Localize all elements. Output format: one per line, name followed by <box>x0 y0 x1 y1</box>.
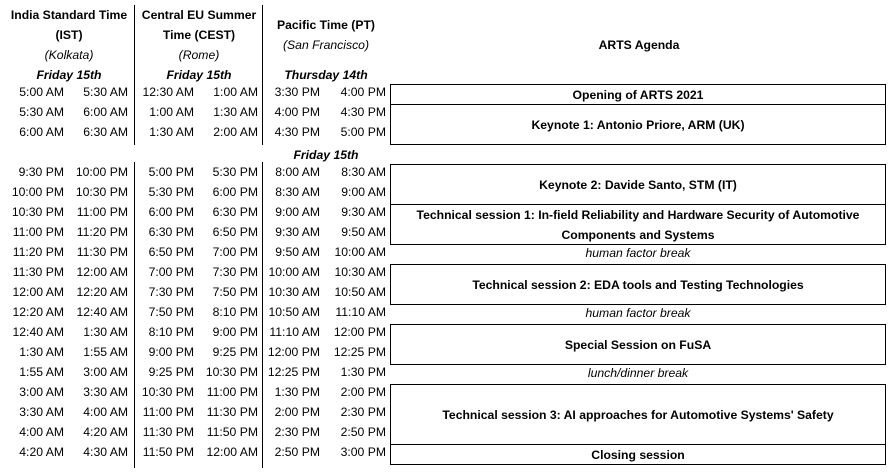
start-time: 9:30 PM <box>18 165 64 179</box>
end-time: 11:50 PM <box>206 425 258 439</box>
end-time: 2:50 PM <box>340 425 386 439</box>
agenda-session: Keynote 1: Antonio Priore, ARM (UK) <box>390 104 886 145</box>
start-time: 7:00 PM <box>148 265 194 279</box>
end-time: 1:30 AM <box>83 325 128 339</box>
start-time: 5:30 PM <box>148 185 194 199</box>
start-time: 4:20 AM <box>19 445 64 459</box>
start-time: 5:30 AM <box>19 105 64 119</box>
start-time: 10:30 PM <box>141 385 194 399</box>
end-time: 5:00 PM <box>340 125 386 139</box>
start-time: 8:00 AM <box>275 165 320 179</box>
start-time: 10:00 PM <box>11 185 64 199</box>
end-time: 10:30 PM <box>205 365 258 379</box>
end-time: 2:30 PM <box>340 405 386 419</box>
ist-city: (Kolkata) <box>44 48 94 62</box>
start-time: 6:30 PM <box>148 225 194 239</box>
start-time: 9:00 PM <box>148 345 194 359</box>
start-time: 5:00 PM <box>148 165 194 179</box>
end-time: 12:20 AM <box>76 285 128 299</box>
start-time: 9:00 AM <box>275 205 320 219</box>
start-time: 1:30 PM <box>274 385 320 399</box>
end-time: 4:20 AM <box>83 425 128 439</box>
start-time: 7:50 PM <box>148 305 194 319</box>
start-time: 1:30 AM <box>149 125 194 139</box>
start-time: 1:55 AM <box>19 365 64 379</box>
agenda-title: ARTS Agenda <box>598 38 680 52</box>
end-time: 11:10 AM <box>335 305 386 319</box>
start-time: 12:00 AM <box>12 285 64 299</box>
end-time: 3:30 AM <box>83 385 128 399</box>
agenda-session: Technical session 3: AI approaches for Automotive Systems' Safety <box>390 384 886 445</box>
end-time: 4:00 PM <box>340 85 386 99</box>
pt-day-2: Friday 15th <box>293 148 359 162</box>
start-time: 1:30 AM <box>19 345 64 359</box>
start-time: 11:30 PM <box>142 425 194 439</box>
cest-header-line2: Time (CEST) <box>162 28 236 42</box>
end-time: 6:00 PM <box>212 185 258 199</box>
end-time: 2:00 PM <box>340 385 386 399</box>
end-time: 12:25 PM <box>333 345 386 359</box>
end-time: 10:50 AM <box>334 285 386 299</box>
end-time: 1:30 AM <box>213 105 258 119</box>
pt-city: (San Francisco) <box>282 38 369 52</box>
end-time: 9:50 AM <box>341 225 386 239</box>
agenda-session: Special Session on FuSA <box>390 324 886 365</box>
end-time: 10:30 AM <box>334 265 386 279</box>
end-time: 11:20 PM <box>76 225 128 239</box>
end-time: 6:00 AM <box>83 105 128 119</box>
start-time: 10:30 AM <box>268 285 320 299</box>
separator-cest-pt-top <box>262 5 263 145</box>
start-time: 5:00 AM <box>19 85 64 99</box>
start-time: 12:20 AM <box>12 305 64 319</box>
end-time: 10:00 AM <box>334 245 386 259</box>
start-time: 9:30 AM <box>275 225 320 239</box>
start-time: 10:00 AM <box>268 265 320 279</box>
end-time: 7:00 PM <box>212 245 258 259</box>
start-time: 12:00 PM <box>267 345 320 359</box>
start-time: 4:00 PM <box>274 105 320 119</box>
agenda-session: Technical session 2: EDA tools and Testing Technologies <box>390 264 886 305</box>
end-time: 4:00 AM <box>83 405 128 419</box>
end-time: 4:30 AM <box>83 445 128 459</box>
start-time: 2:30 PM <box>274 425 320 439</box>
start-time: 7:30 PM <box>148 285 194 299</box>
start-time: 6:00 PM <box>148 205 194 219</box>
end-time: 11:00 PM <box>206 385 258 399</box>
ist-header-line2: (IST) <box>55 28 83 42</box>
end-time: 9:00 AM <box>341 185 386 199</box>
start-time: 12:25 PM <box>267 365 320 379</box>
end-time: 9:25 PM <box>212 345 258 359</box>
end-time: 4:30 PM <box>340 105 386 119</box>
agenda-session: Closing session <box>390 444 886 465</box>
end-time: 6:30 AM <box>83 125 128 139</box>
end-time: 8:30 AM <box>341 165 386 179</box>
end-time: 5:30 PM <box>212 165 258 179</box>
cest-header-line1: Central EU Summer <box>141 8 257 22</box>
end-time: 9:30 AM <box>341 205 386 219</box>
end-time: 10:00 PM <box>75 165 128 179</box>
end-time: 8:10 PM <box>212 305 258 319</box>
start-time: 10:30 PM <box>11 205 64 219</box>
end-time: 1:30 PM <box>340 365 386 379</box>
end-time: 11:30 PM <box>76 245 128 259</box>
end-time: 12:00 AM <box>76 265 128 279</box>
end-time: 11:00 PM <box>76 205 128 219</box>
ist-day: Friday 15th <box>36 68 102 82</box>
start-time: 2:00 PM <box>274 405 320 419</box>
start-time: 12:30 AM <box>142 85 194 99</box>
end-time: 6:30 PM <box>212 205 258 219</box>
start-time: 12:40 AM <box>12 325 64 339</box>
agenda-break: human factor break <box>585 246 691 260</box>
start-time: 11:00 PM <box>142 405 194 419</box>
start-time: 11:10 AM <box>269 325 320 339</box>
separator-cest-pt-bottom <box>262 162 263 468</box>
start-time: 4:00 AM <box>19 425 64 439</box>
start-time: 3:30 PM <box>274 85 320 99</box>
start-time: 6:00 AM <box>19 125 64 139</box>
end-time: 2:00 AM <box>213 125 258 139</box>
start-time: 6:50 PM <box>148 245 194 259</box>
end-time: 12:40 AM <box>76 305 128 319</box>
start-time: 4:30 PM <box>274 125 320 139</box>
end-time: 3:00 AM <box>83 365 128 379</box>
start-time: 8:30 AM <box>275 185 320 199</box>
start-time: 8:10 PM <box>148 325 194 339</box>
end-time: 6:50 PM <box>212 225 258 239</box>
agenda-session: Technical session 1: In-field Reliability and Hardware Security of Automotive Components and Systems <box>390 204 886 245</box>
pt-day: Thursday 14th <box>284 68 368 82</box>
end-time: 11:30 PM <box>206 405 258 419</box>
start-time: 2:50 PM <box>274 445 320 459</box>
start-time: 1:00 AM <box>149 105 194 119</box>
end-time: 5:30 AM <box>83 85 128 99</box>
start-time: 3:00 AM <box>19 385 64 399</box>
end-time: 12:00 AM <box>206 445 258 459</box>
agenda-break: lunch/dinner break <box>587 366 689 380</box>
separator-ist-cest-top <box>134 5 135 145</box>
agenda-session: Opening of ARTS 2021 <box>390 84 886 105</box>
end-time: 7:50 PM <box>212 285 258 299</box>
cest-city: (Rome) <box>178 48 220 62</box>
pt-header: Pacific Time (PT) <box>277 18 375 32</box>
start-time: 9:50 AM <box>275 245 320 259</box>
agenda-break: human factor break <box>585 306 691 320</box>
start-time: 9:25 PM <box>148 365 194 379</box>
end-time: 1:00 AM <box>213 85 258 99</box>
end-time: 12:00 PM <box>333 325 386 339</box>
start-time: 3:30 AM <box>19 405 64 419</box>
ist-header-line1: India Standard Time <box>10 8 128 22</box>
start-time: 11:20 PM <box>12 245 64 259</box>
end-time: 1:55 AM <box>83 345 128 359</box>
end-time: 7:30 PM <box>212 265 258 279</box>
agenda-session: Keynote 2: Davide Santo, STM (IT) <box>390 164 886 205</box>
start-time: 11:00 PM <box>12 225 64 239</box>
start-time: 10:50 AM <box>268 305 320 319</box>
end-time: 3:00 PM <box>340 445 386 459</box>
end-time: 9:00 PM <box>212 325 258 339</box>
end-time: 10:30 PM <box>75 185 128 199</box>
start-time: 11:30 PM <box>12 265 64 279</box>
start-time: 11:50 PM <box>142 445 194 459</box>
cest-day: Friday 15th <box>166 68 232 82</box>
